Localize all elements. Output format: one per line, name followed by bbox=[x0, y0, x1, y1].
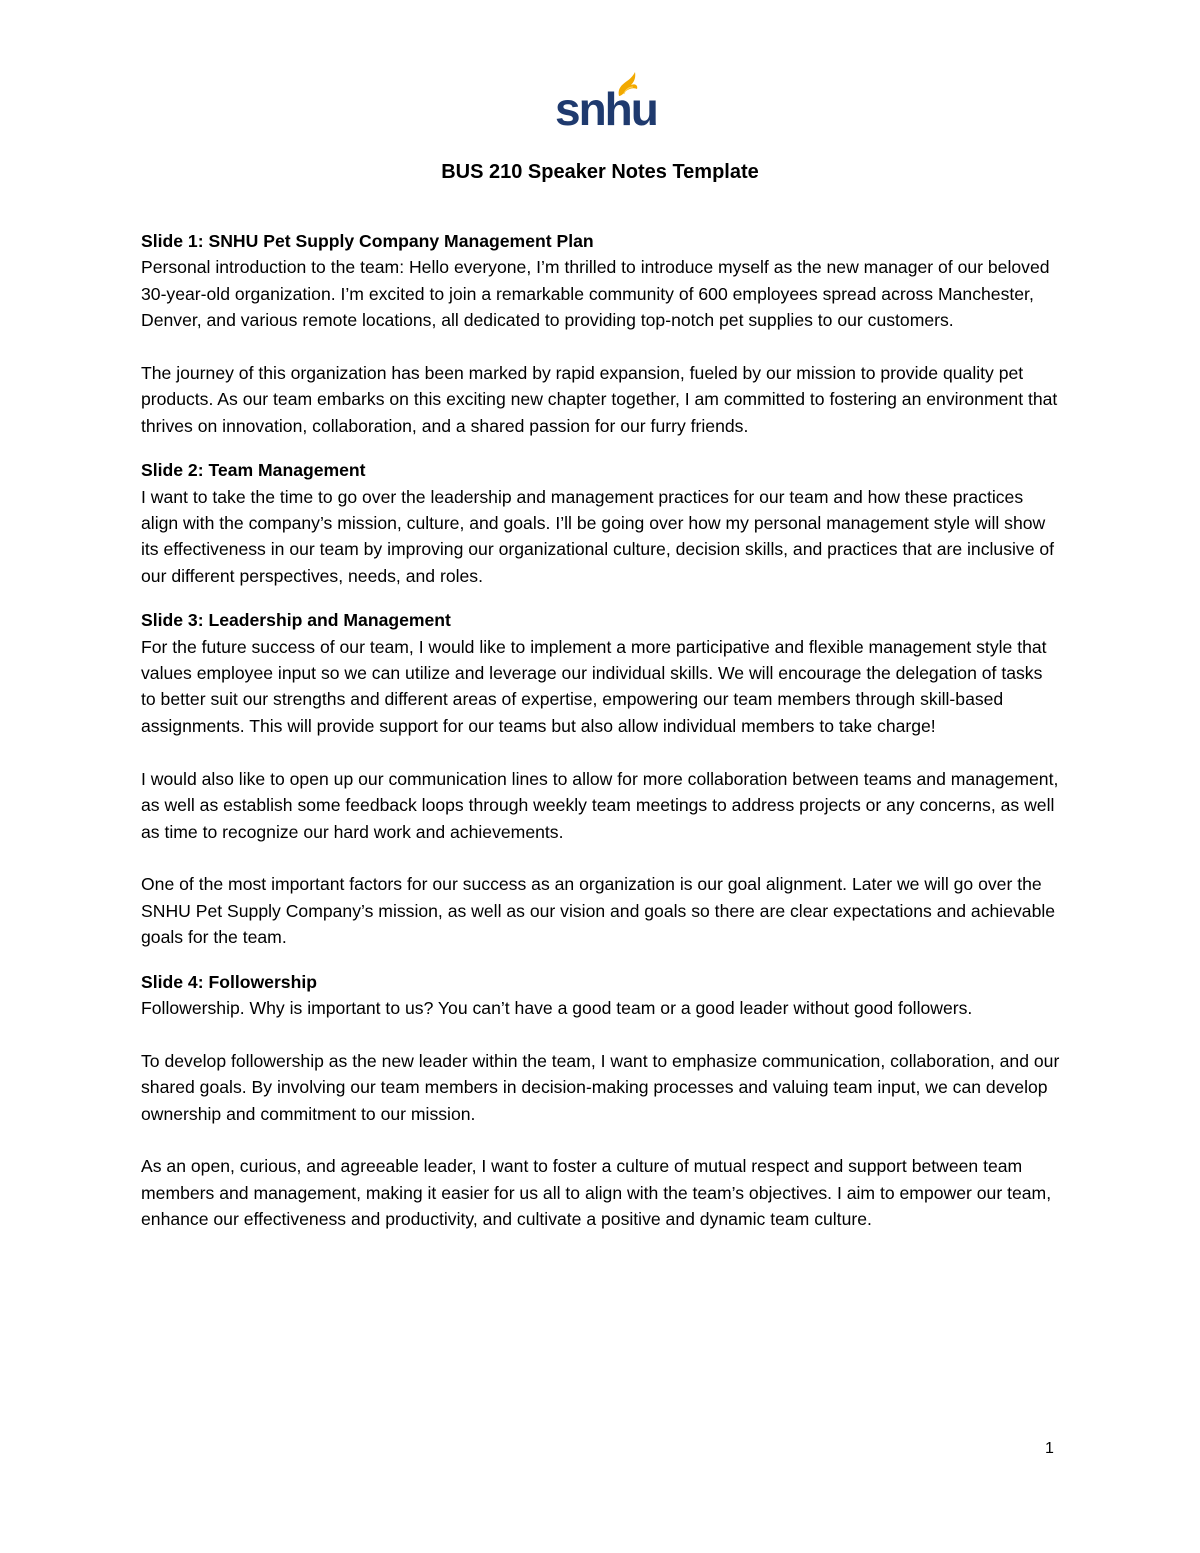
paragraph: As an open, curious, and agreeable leader, I want to foster a culture of mutual respect and support between team members and management, making it easier for us all to align with the team’s objectives. I aim to empower our team, enhance our effectiveness and productivity, and cultivate a positive and dynamic team culture. bbox=[141, 1156, 1052, 1230]
paragraph: For the future success of our team, I would like to implement a more participative and flexible management style that values employee input so we can utilize and leverage our individual skills. We will encourage the delegation of tasks to better suit our strengths and different areas of expertise, empowering our team members through skill-based assignments. This will provide support for our teams but also allow individual members to take charge! bbox=[141, 636, 1047, 736]
logo-wordmark: snhu bbox=[555, 83, 657, 135]
section-heading: Slide 1: SNHU Pet Supply Company Management Plan bbox=[141, 231, 594, 251]
section-heading: Slide 4: Followership bbox=[141, 971, 317, 992]
section-slide-4 bbox=[141, 969, 1061, 1233]
page-number: 1 bbox=[1045, 1440, 1054, 1457]
paragraph: One of the most important factors for our success as an organization is our goal alignment. Later we will go over the SNHU Pet Supply Company’s mission, as well as our vision and goals so there are clear expectations and achievable goals for the team. bbox=[141, 874, 1056, 948]
section-heading: Slide 2: Team Management bbox=[141, 460, 366, 481]
paragraph: I would also like to open up our communication lines to allow for more collaboration between teams and management, as well as establish some feedback loops through weekly team meetings to address projects or any concerns, as well as time to recognize our hard work and achievements. bbox=[141, 768, 1059, 842]
section-slide-3 bbox=[141, 607, 1061, 950]
paragraph: Followership. Why is important to us? You can’t have a good team or a good leader without good followers. bbox=[141, 997, 973, 1018]
paragraph: I want to take the time to go over the leadership and management practices for our team and how these practices align with the company’s mission, culture, and goals. I’ll be going over how my personal management style will show its effectiveness in our team by improving our organizational culture, decision skills, and practices that are inclusive of our different perspectives, needs, and roles. bbox=[141, 486, 1055, 586]
paragraph: Personal introduction to the team: Hello everyone, I’m thrilled to introduce myself as the new manager of our beloved 30-year-old organization. I’m excited to join a remarkable community of 600 employees spread across Manchester, Denver, and various remote locations, all dedicated to providing top-notch pet supplies to our customers. bbox=[141, 257, 1050, 331]
paragraph: The journey of this organization has been marked by rapid expansion, fueled by our mission to provide quality pet products. As our team embarks on this exciting new chapter together, I am committed to fostering an environment that thrives on innovation, collaboration, and a shared passion for our furry friends. bbox=[141, 363, 1058, 436]
document-body bbox=[141, 228, 1061, 1251]
snhu-logo bbox=[555, 72, 657, 135]
section-slide-2 bbox=[141, 457, 1061, 589]
section-heading: Slide 3: Leadership and Management bbox=[141, 610, 451, 631]
paragraph: To develop followership as the new leader within the team, I want to emphasize communication, collaboration, and our shared goals. By involving our team members in decision-making processes and valuing team input, we can develop ownership and commitment to our mission. bbox=[141, 1050, 1060, 1124]
section-slide-1 bbox=[141, 228, 1061, 439]
document-title: BUS 210 Speaker Notes Template bbox=[441, 161, 759, 183]
